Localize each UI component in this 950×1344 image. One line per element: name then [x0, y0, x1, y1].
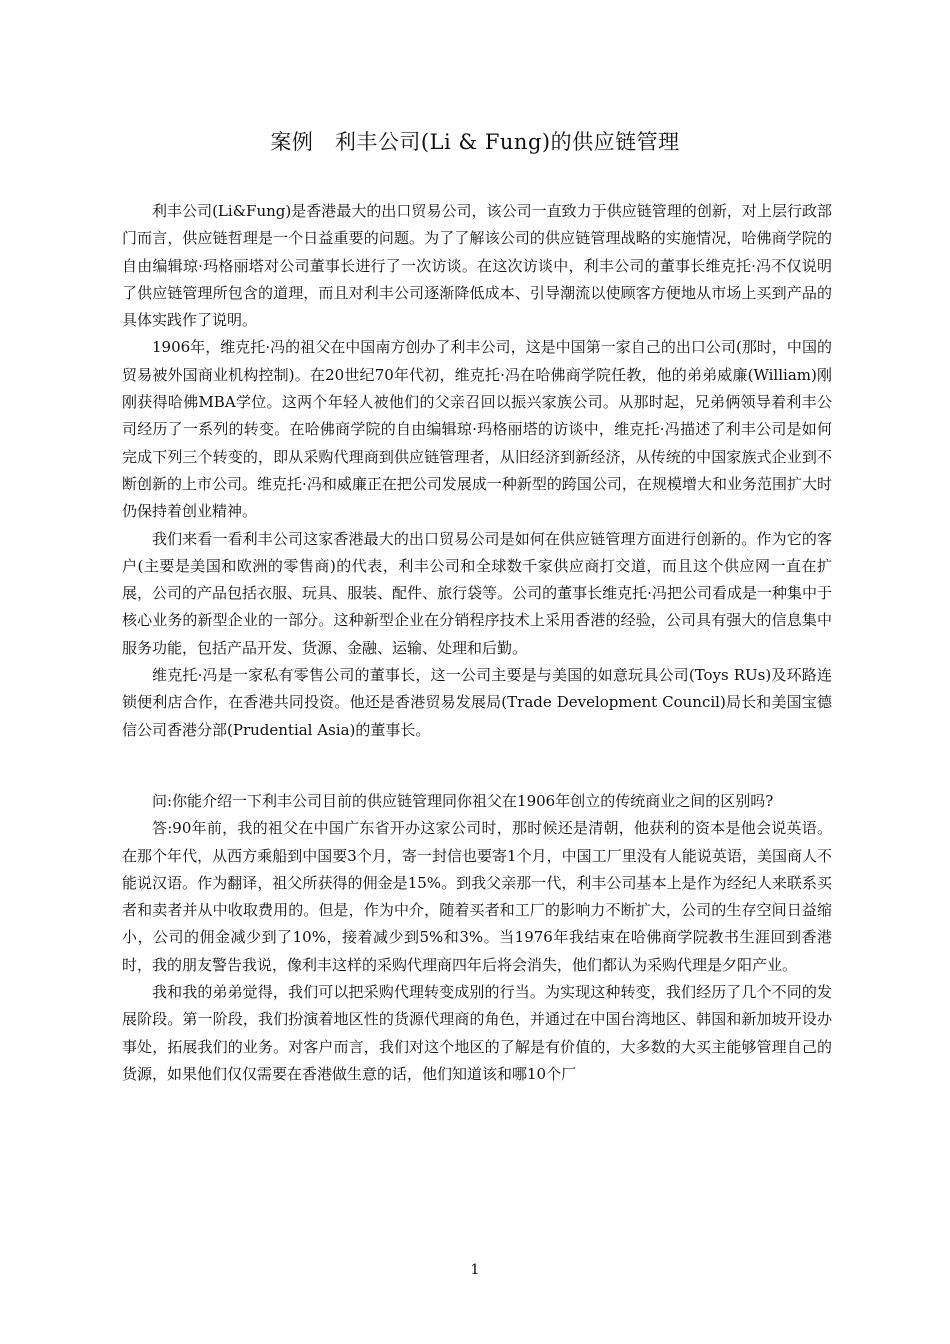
document-body	[122, 198, 832, 1088]
paragraph: 我和我的弟弟觉得，我们可以把采购代理转变成别的行当。为实现这种转变，我们经历了几个不同的发展阶段。第一阶段，我们扮演着地区性的货源代理商的角色，并通过在中国台湾地区、韩国和新加坡开设办事处，拓展我们的业务。对客户而言，我们对这个地区的了解是有价值的，大多数的大买主能够管理自己的货源，如果他们仅仅需要在香港做生意的话，他们知道该和哪10个厂	[122, 983, 832, 1083]
section-gap	[122, 744, 832, 788]
page-number: 1	[470, 1262, 480, 1278]
answer-paragraph: 答:90年前，我的祖父在中国广东省开办这家公司时，那时候还是清朝，他获利的资本是他会说英语。在那个年代，从西方乘船到中国要3个月，寄一封信也要寄1个月，中国工厂里没有人能说英语，美国商人不能说汉语。作为翻译，祖父所获得的佣金是15%。到我父亲那一代，利丰公司基本上是作为经纪人来联系买者和卖者并从中收取费用的。但是，作为中介，随着买者和工厂的影响力不断扩大，公司的生存空间日益缩小，公司的佣金减少到了10%，接着减少到5%和3%。当1976年我结束在哈佛商学院教书生涯回到香港时，我的朋友警告我说，像利丰这样的采购代理商四年后将会消失，他们都认为采购代理是夕阳产业。	[122, 819, 832, 974]
document-title: 案例 利丰公司(Li & Fung)的供应链管理	[270, 130, 680, 154]
paragraph: 利丰公司(Li&Fung)是香港最大的出口贸易公司，该公司一直致力于供应链管理的创新，对上层行政部门而言，供应链哲理是一个日益重要的问题。为了了解该公司的供应链管理战略的实施情况，哈佛商学院的自由编辑琼·玛格丽塔对公司董事长进行了一次访谈。在这次访谈中，利丰公司的董事长维克托·冯不仅说明了供应链管理所包含的道理，而且对利丰公司逐渐降低成本、引导潮流以使顾客方便地从市场上买到产品的具体实践作了说明。	[122, 202, 832, 330]
paragraph: 1906年，维克托·冯的祖父在中国南方创办了利丰公司，这是中国第一家自己的出口公司(那时，中国的贸易被外国商业机构控制)。在20世纪70年代初，维克托·冯在哈佛商学院任教，他的弟弟威廉(William)刚刚获得哈佛MBA学位。这两个年轻人被他们的父亲召回以振兴家族公司。从那时起，兄弟俩领导着利丰公司经历了一系列的转变。在哈佛商学院的自由编辑琼·玛格丽塔的访谈中，维克托·冯描述了利丰公司是如何完成下列三个转变的，即从采购代理商到供应链管理者，从旧经济到新经济，从传统的中国家族式企业到不断创新的上市公司。维克托·冯和威廉正在把公司发展成一种新型的跨国公司，在规模增大和业务范围扩大时仍保持着创业精神。	[122, 338, 832, 521]
paragraph: 维克托·冯是一家私有零售公司的董事长，这一公司主要是与美国的如意玩具公司(Toys RUs)及环路连锁便利店合作，在香港共同投资。他还是香港贸易发展局(Trade Development Council)局长和美国宝德信公司香港分部(Prudential Asia)的董事长。	[122, 666, 832, 739]
question-paragraph: 问:你能介绍一下利丰公司目前的供应链管理同你祖父在1906年创立的传统商业之间的区别吗?	[152, 791, 774, 810]
paragraph: 我们来看一看利丰公司这家香港最大的出口贸易公司是如何在供应链管理方面进行创新的。作为它的客户(主要是美国和欧洲的零售商)的代表，利丰公司和全球数千家供应商打交道，而且这个供应网一直在扩展，公司的产品包括衣服、玩具、服装、配件、旅行袋等。公司的董事长维克托·冯把公司看成是一种集中于核心业务的新型企业的一部分。这种新型企业在分销程序技术上采用香港的经验，公司具有强大的信息集中服务功能，包括产品开发、货源、金融、运输、处理和后勤。	[122, 529, 832, 657]
